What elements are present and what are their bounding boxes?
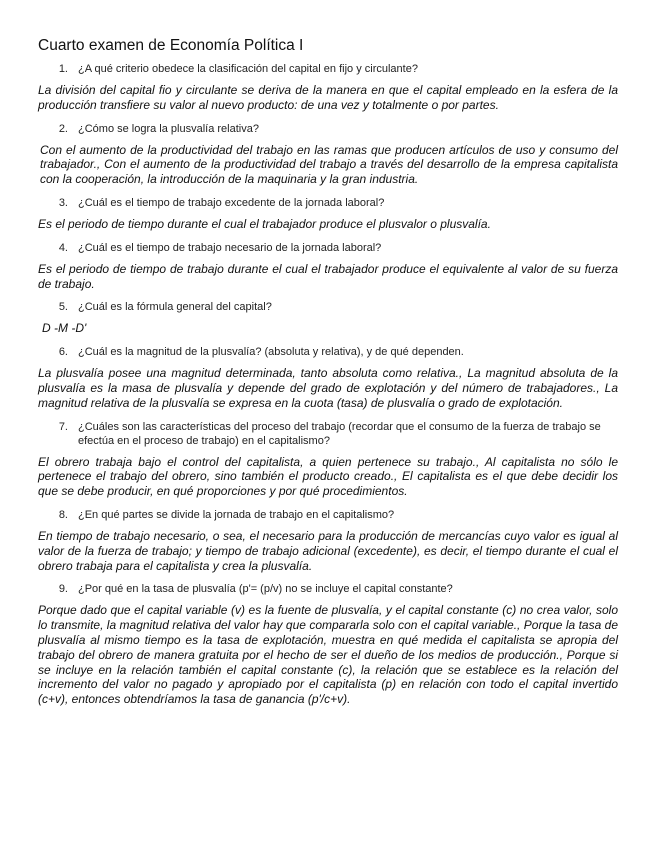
question-number: 1. <box>58 63 68 75</box>
answer-5: D -M -D' <box>42 321 87 336</box>
question-4 <box>38 241 618 255</box>
question-8 <box>38 508 618 522</box>
question-1 <box>38 62 618 76</box>
question-number: 6. <box>58 346 68 359</box>
question-9 <box>38 582 618 596</box>
question-text: ¿Cuál es la magnitud de la plusvalía? (absoluta y relativa), y de qué dependen. <box>78 346 464 359</box>
question-6 <box>38 345 618 359</box>
document-page <box>38 36 618 716</box>
question-5 <box>38 300 618 314</box>
question-number: 2. <box>58 122 68 135</box>
question-text: ¿Cuál es la fórmula general del capital? <box>78 301 272 314</box>
answer-7: El obrero trabaja bajo el control del capitalista, a quien pertenece su trabajo., Al capitalista no sólo le pertenece el trabajo del obrero, sino también el producto creado., El capitalista es el que debe decidir los que se debe producir, en qué proporciones y por qué procedimientos. <box>38 454 618 499</box>
answer-9: Porque dado que el capital variable (v) es la fuente de plusvalía, y el capital constante (c) no crea valor, solo lo transmite, la magnitud relativa del valor hay que compararla solo con el capital variable., Porque la tasa de plusvalía al mismo tiempo es la tasa de explotación, muestra en qué medida el capitalista se apropia del trabajo del obrero de manera gratuita por el hecho de ser el dueño de los medios de producción., Porque si se incluye en la relación también el capital constante (c), la relación que se establece es la relación del incremento del valor no pagado y apropiado por el capitalista (p) en relación con todo el capital invertido (c+v), entonces obtendríamos la tasa de ganancia (p'/c+v). <box>38 603 618 707</box>
question-text: ¿Por qué en la tasa de plusvalía (p'= (p/v) no se incluye el capital constante? <box>78 583 453 596</box>
question-text: ¿A qué criterio obedece la clasificación del capital en fijo y circulante? <box>78 63 418 75</box>
question-text: ¿Cuáles son las características del proceso del trabajo (recordar que el consumo de la fuerza de trabajo se efectúa en el proceso de trabajo) en el capitalismo? <box>78 420 601 447</box>
answer-6: La plusvalía posee una magnitud determinada, tanto absoluta como relativa., La magnitud absoluta de la plusvalía es la masa de plusvalía y depende del grado de explotación y del número de trabajadores., La magnitud relativa de la plusvalía se expresa en la cuota (tasa) de plusvalía o grado de explotación. <box>38 366 618 410</box>
answer-1: La división del capital fio y circulante se deriva de la manera en que el capital empleado en la esfera de la producción transfiere su valor al nuevo producto: de una vez y totalmente o por partes. <box>38 83 618 112</box>
answer-8: En tiempo de trabajo necesario, o sea, el necesario para la producción de mercancías cuyo valor es igual al valor de la fuerza de trabajo; y tiempo de trabajo adicional (excedente), es decir, el tiempo durante el cual el obrero trabaja para el capitalista y crea la plusvalía. <box>38 528 618 573</box>
answer-3: Es el periodo de tiempo durante el cual el trabajador produce el plusvalor o plusvalía. <box>38 216 491 231</box>
question-number: 8. <box>58 508 68 521</box>
answer-2: Con el aumento de la productividad del trabajo en las ramas que producen artículos de uso y consumo del trabajador., Con el aumento de la productividad del trabajo a través del desarrollo de la empresa capitalista con la cooperación, la introducción de la maquinaria y la gran industria. <box>40 142 618 187</box>
question-7 <box>38 420 618 448</box>
question-number: 5. <box>58 301 68 314</box>
question-number: 3. <box>58 196 68 209</box>
question-3 <box>38 196 618 210</box>
question-text: ¿Cuál es el tiempo de trabajo excedente de la jornada laboral? <box>78 196 385 209</box>
question-number: 9. <box>58 583 68 596</box>
document-title: Cuarto examen de Economía Política I <box>38 37 304 54</box>
answer-4: Es el periodo de tiempo de trabajo durante el cual el trabajador produce el equivalente al valor de su fuerza de trabajo. <box>38 261 618 291</box>
question-text: ¿En qué partes se divide la jornada de trabajo en el capitalismo? <box>78 508 395 521</box>
question-number: 7. <box>58 420 68 433</box>
question-number: 4. <box>58 241 68 254</box>
question-2 <box>38 122 618 136</box>
question-text: ¿Cuál es el tiempo de trabajo necesario de la jornada laboral? <box>78 241 382 254</box>
question-text: ¿Cómo se logra la plusvalía relativa? <box>78 122 259 135</box>
